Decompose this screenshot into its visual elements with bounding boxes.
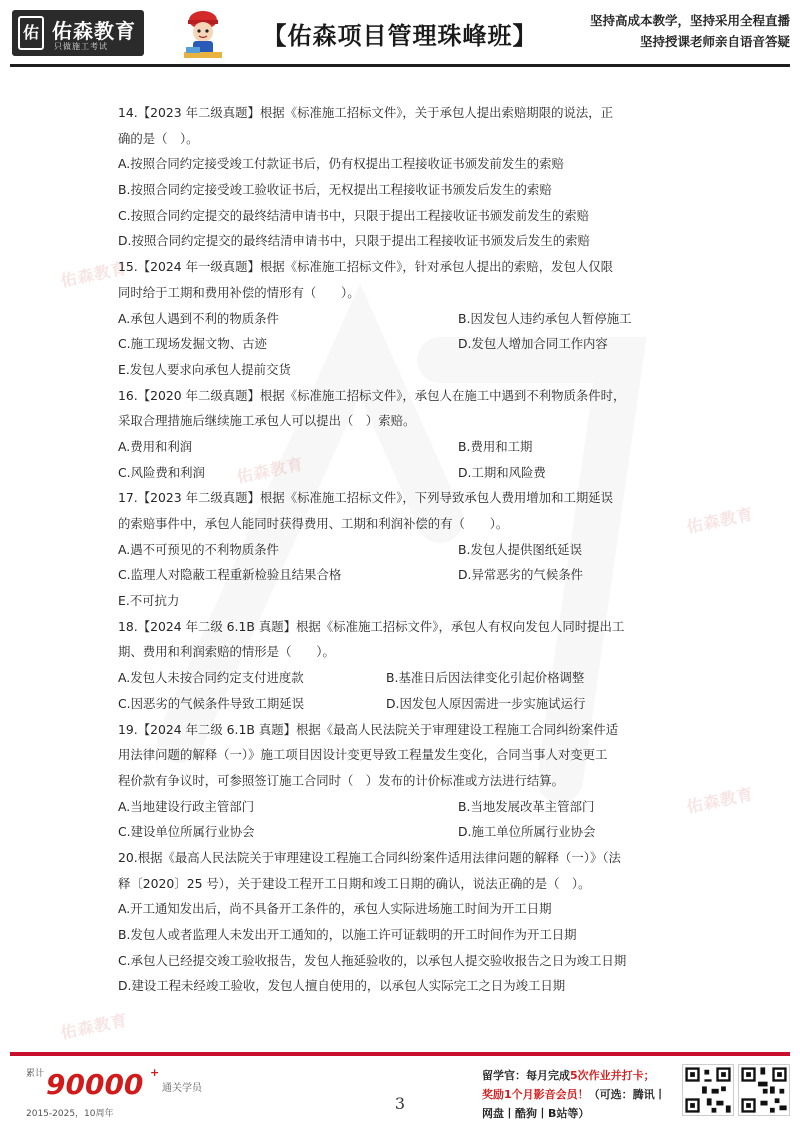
promo-text: （可选：腾讯丨 bbox=[588, 1088, 666, 1101]
option-d: D.施工单位所属行业协会 bbox=[458, 824, 596, 840]
promo-highlight: 5次作业并打卡； bbox=[570, 1069, 655, 1082]
question-stem: 15.【2024 年一级真题】根据《标准施工招标文件》，针对承包人提出的索赔，发包人仅限 bbox=[118, 259, 614, 275]
option-b: B.发包人或者监理人未发出开工通知的，以施工许可证载明的开工时间作为开工日期 bbox=[118, 927, 577, 942]
logo-name: 佑森教育 bbox=[52, 19, 136, 43]
question-stem: 20.根据《最高人民法院关于审理建设工程施工合同纠纷案件适用法律问题的解释（一）》（法 bbox=[118, 849, 621, 865]
watermark-text: 佑森教育 bbox=[58, 1010, 130, 1043]
option-a: A.开工通知发出后，尚不具备开工条件的，承包人实际进场施工时间为开工日期 bbox=[118, 901, 552, 917]
footer-years: 2015-2025，10周年 bbox=[26, 1109, 114, 1119]
option-e: E.不可抗力 bbox=[118, 593, 180, 609]
option-row bbox=[118, 562, 678, 588]
option-a: A.当地建设行政主管部门 bbox=[118, 798, 255, 814]
option-d: D.异常恶劣的气候条件 bbox=[458, 567, 583, 583]
question-15 bbox=[118, 254, 678, 382]
qr-code-icon bbox=[738, 1064, 790, 1116]
option-b: B.基准日后因法律变化引起价格调整 bbox=[386, 670, 585, 686]
option-row bbox=[118, 819, 678, 845]
option-row bbox=[118, 331, 678, 357]
question-stem: 16.【2020 年二级真题】根据《标准施工招标文件》，承包人在施工中遇到不利物质条件时， bbox=[118, 387, 626, 403]
question-14 bbox=[118, 100, 678, 254]
watermark-text: 佑森教育 bbox=[234, 454, 306, 487]
question-stem: 的索赔事件中，承包人能同时获得费用、工期和利润补偿的有（ ）。 bbox=[118, 516, 509, 531]
question-stem: 期、费用和利润索赔的情形是（ ）。 bbox=[118, 644, 335, 660]
option-c: C.施工现场发掘文物、古迹 bbox=[118, 336, 267, 352]
option-e: E.发包人要求向承包人提前交货 bbox=[118, 361, 291, 377]
option-row bbox=[118, 306, 678, 332]
question-stem: 用法律问题的解释（一）》施工项目因设计变更导致工程量发生变化，合同当事人对变更工 bbox=[118, 747, 608, 763]
watermark-text: 佑森教育 bbox=[58, 258, 130, 291]
promo-text: 网盘丨酷狗丨B站等） bbox=[482, 1107, 590, 1120]
question-stem: 同时给于工期和费用补偿的情形有（ ）。 bbox=[118, 284, 360, 300]
question-stem: 17.【2023 年二级真题】根据《标准施工招标文件》，下列导致承包人费用增加和工期延误 bbox=[118, 490, 614, 506]
watermark-text: 佑森教育 bbox=[684, 784, 756, 817]
option-d: D.发包人增加合同工作内容 bbox=[458, 336, 608, 352]
question-list bbox=[118, 100, 678, 999]
footer-divider bbox=[10, 1052, 790, 1056]
option-row bbox=[118, 537, 678, 563]
option-row bbox=[118, 794, 678, 820]
question-stem: 确的是（ ）。 bbox=[118, 130, 199, 146]
option-a: A.费用和利润 bbox=[118, 438, 193, 454]
logo-tagline: 只做施工考试 bbox=[54, 42, 108, 51]
option-row bbox=[118, 665, 678, 691]
option-c: C.风险费和利润 bbox=[118, 464, 205, 480]
option-b: B.因发包人违约承包人暂停施工 bbox=[458, 310, 632, 326]
footer-graduate-count: 90000 bbox=[46, 1068, 144, 1101]
question-stem: 19.【2024 年二级 6.1B 真题】根据《最高人民法院关于审理建设工程施工合同纠纷案件适 bbox=[118, 721, 619, 737]
option-row bbox=[118, 434, 678, 460]
header-title: 【佑森项目管理珠峰班】 bbox=[262, 22, 538, 50]
option-c: C.监理人对隐蔽工程重新检验且结果合格 bbox=[118, 567, 342, 583]
option-c: C.因恶劣的气候条件导致工期延误 bbox=[118, 695, 305, 711]
option-a: A.遇不可预见的不利物质条件 bbox=[118, 541, 279, 557]
question-stem: 18.【2024 年二级 6.1B 真题】根据《标准施工招标文件》，承包人有权向发包人同时提出工 bbox=[118, 618, 625, 634]
page-header bbox=[0, 0, 800, 68]
option-d: D.因发包人原因需进一步实施试运行 bbox=[386, 695, 586, 711]
question-18 bbox=[118, 614, 678, 717]
option-a: A.发包人未按合同约定支付进度款 bbox=[118, 670, 304, 686]
footer-count-plus: + bbox=[150, 1066, 160, 1079]
question-20 bbox=[118, 845, 678, 999]
slogan-line-2: 坚持授课老师亲自语音答疑 bbox=[639, 34, 790, 49]
footer-promo bbox=[482, 1066, 682, 1123]
option-d: D.建设工程未经竣工验收，发包人擅自使用的，以承包人实际完工之日为竣工日期 bbox=[118, 978, 566, 994]
option-b: B.按照合同约定接受竣工验收证书后，无权提出工程接收证书颁发后发生的索赔 bbox=[118, 182, 552, 198]
page-number: 3 bbox=[394, 1094, 406, 1113]
option-row bbox=[118, 691, 678, 717]
option-c: C.按照合同约定提交的最终结清申请书中，只限于提出工程接收证书颁发前发生的索赔 bbox=[118, 207, 590, 223]
option-c: C.建设单位所属行业协会 bbox=[118, 824, 255, 840]
option-row bbox=[118, 460, 678, 486]
option-d: D.工期和风险费 bbox=[458, 464, 546, 480]
question-stem: 14.【2023 年二级真题】根据《标准施工招标文件》，关于承包人提出索赔期限的说法，正 bbox=[118, 105, 614, 120]
option-b: B.费用和工期 bbox=[458, 438, 533, 454]
footer-count-prefix: 累计 bbox=[26, 1069, 45, 1079]
header-slogan bbox=[590, 10, 790, 52]
question-17 bbox=[118, 485, 678, 613]
slogan-line-1: 坚持高成本教学，坚持采用全程直播 bbox=[589, 13, 790, 28]
question-19 bbox=[118, 717, 678, 845]
option-b: B.当地发展改革主管部门 bbox=[458, 798, 595, 814]
question-stem: 采取合理措施后继续施工承包人可以提出（ ）索赔。 bbox=[118, 413, 416, 429]
question-stem: 释〔2020〕25 号），关于建设工程开工日期和竣工日期的确认，说法正确的是（ ）。 bbox=[118, 875, 591, 891]
option-d: D.按照合同约定提交的最终结清申请书中，只限于提出工程接收证书颁发后发生的索赔 bbox=[118, 233, 590, 249]
qr-code-icon bbox=[682, 1064, 734, 1116]
watermark-text: 佑森教育 bbox=[684, 504, 756, 537]
header-divider bbox=[10, 64, 790, 67]
option-b: B.发包人提供图纸延误 bbox=[458, 541, 582, 557]
question-stem: 程价款有争议时，可参照签订施工合同时（ ）发布的计价标准或方法进行结算。 bbox=[118, 772, 565, 788]
logo-mark-icon: 佑 bbox=[18, 16, 44, 50]
promo-highlight: 奖励1个月影音会员！ bbox=[482, 1088, 589, 1101]
option-a: A.按照合同约定接受竣工付款证书后，仍有权提出工程接收证书颁发前发生的索赔 bbox=[118, 156, 564, 172]
footer-graduates-label: 通关学员 bbox=[162, 1083, 202, 1094]
question-16 bbox=[118, 383, 678, 486]
option-a: A.承包人遇到不利的物质条件 bbox=[118, 310, 279, 326]
option-c: C.承包人已经提交竣工验收报告，发包人拖延验收的，以承包人提交验收报告之日为竣工日期 bbox=[118, 952, 627, 968]
promo-text: 留学官：每月完成 bbox=[482, 1069, 570, 1082]
